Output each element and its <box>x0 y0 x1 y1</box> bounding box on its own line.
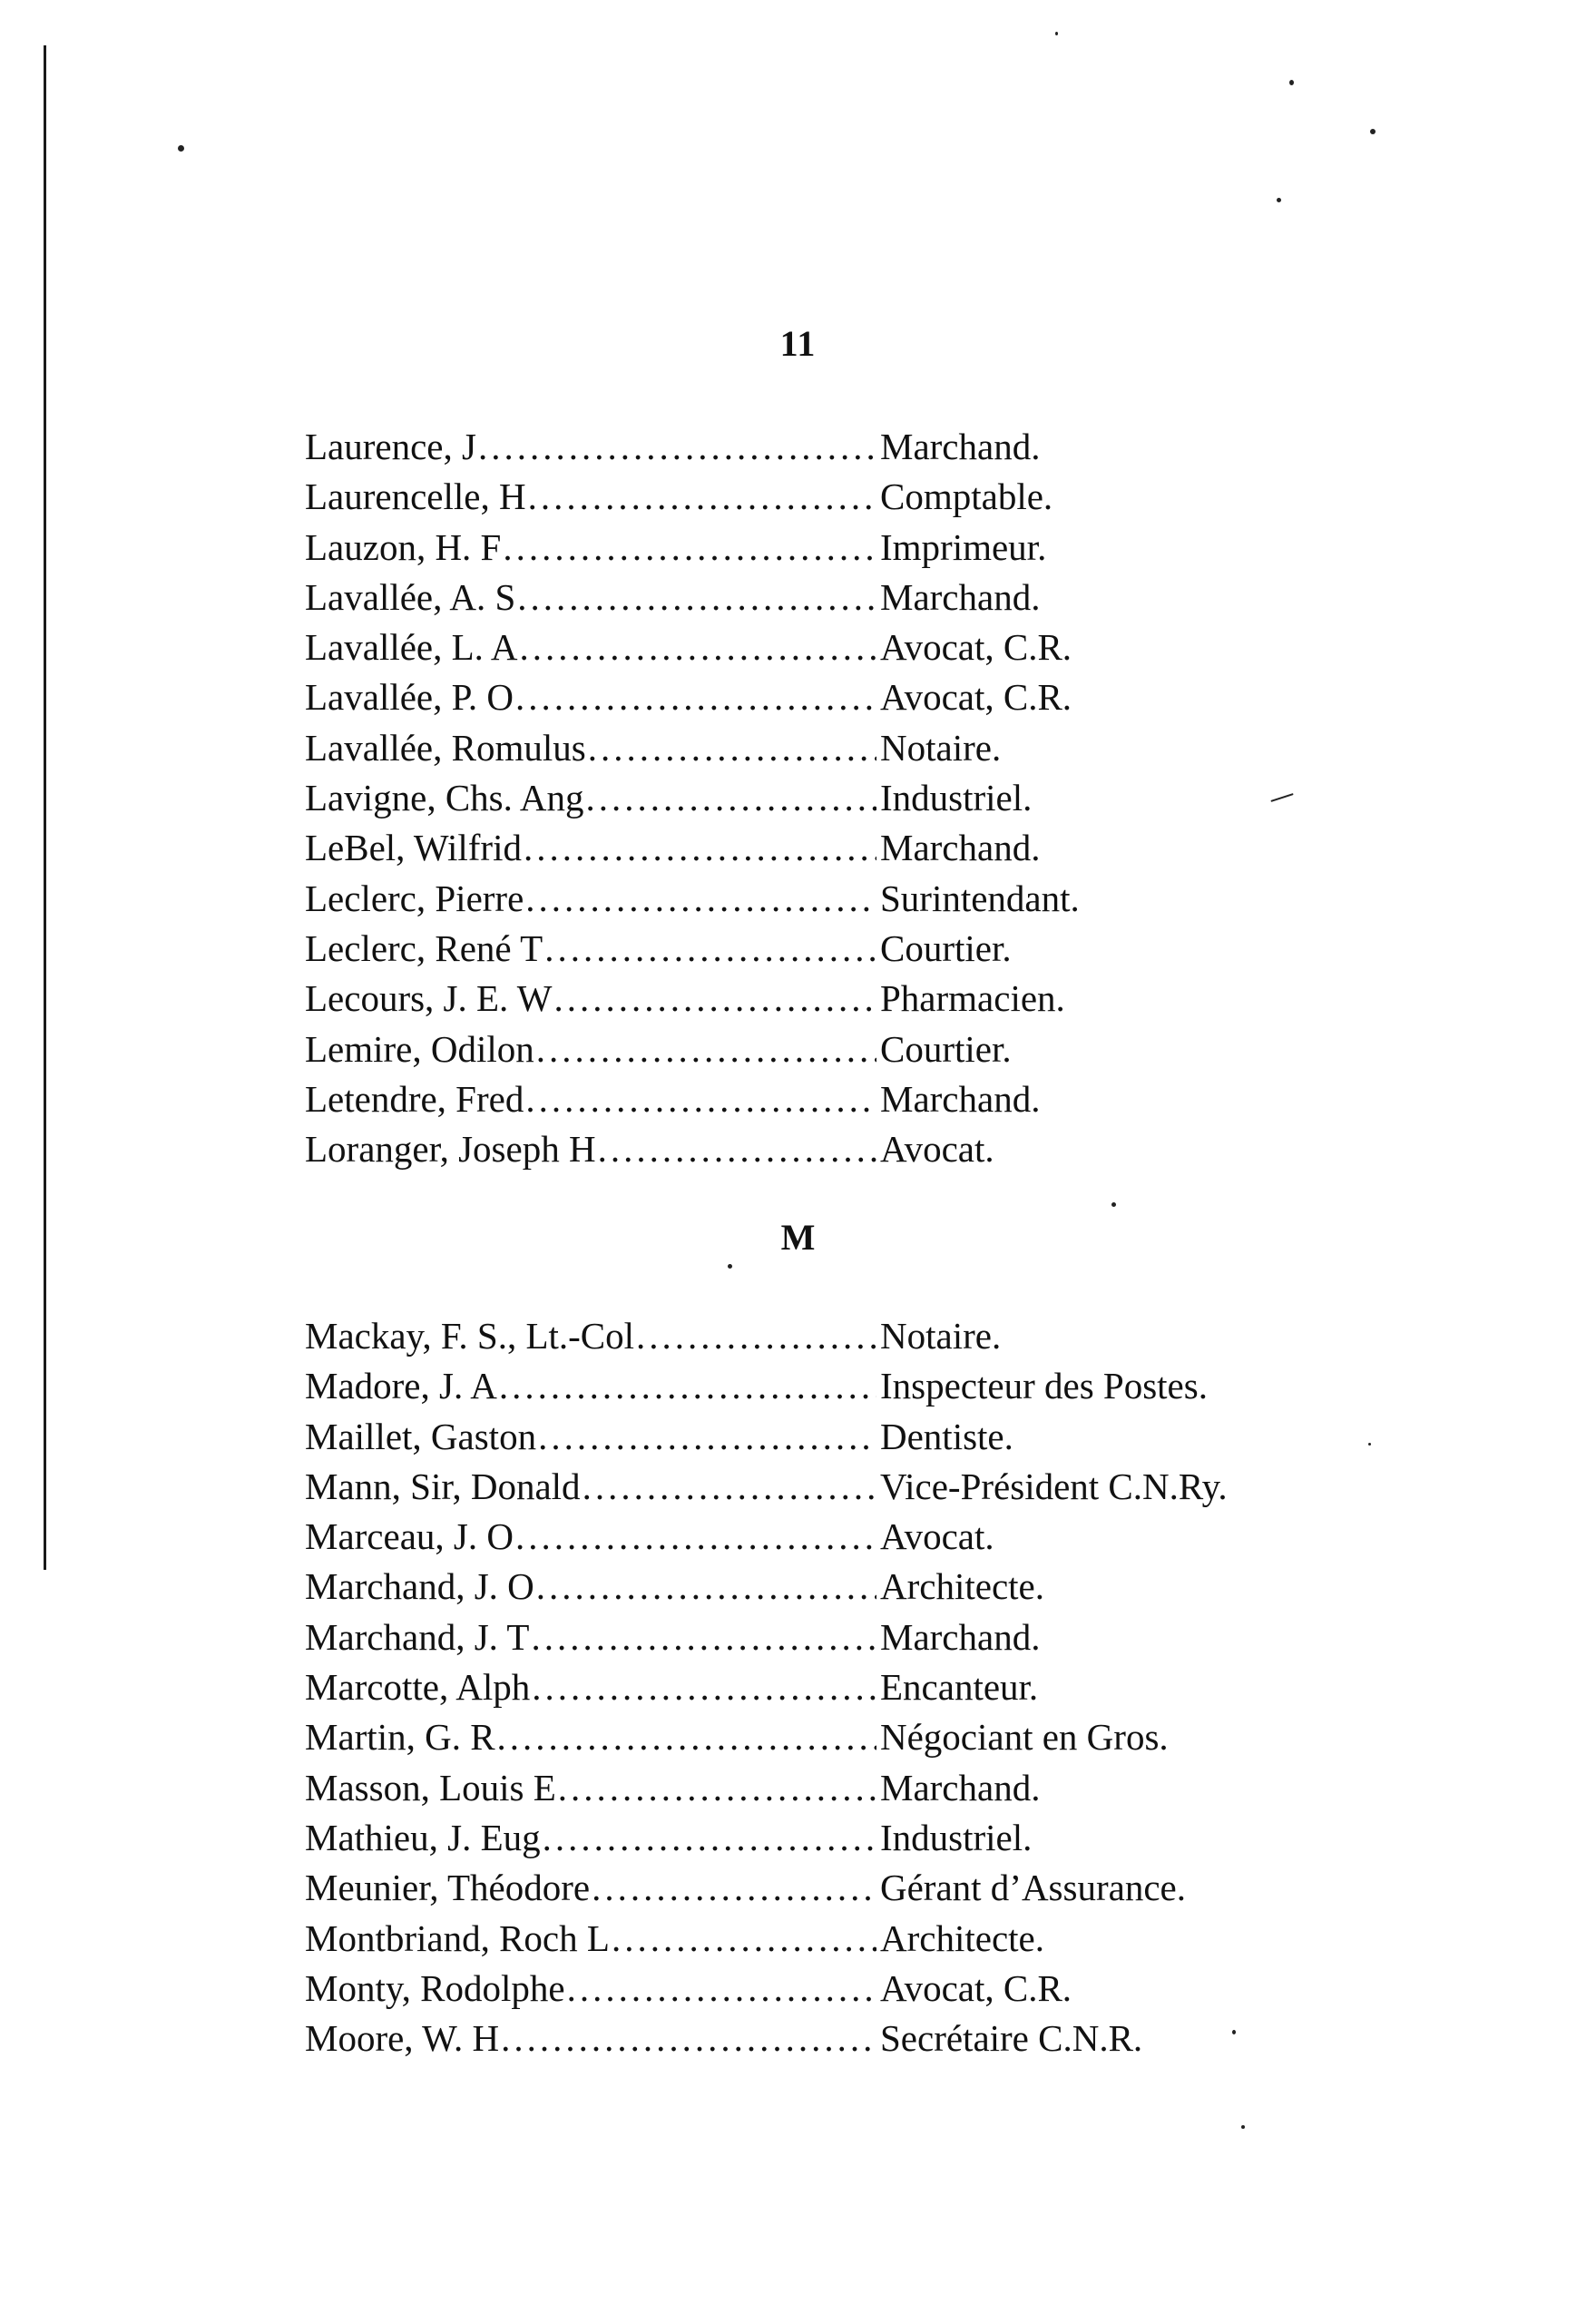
directory-entry <box>305 1564 1366 1614</box>
entry-name-cell <box>305 1465 876 1508</box>
dot-leader <box>585 776 876 819</box>
directory-entry <box>305 1966 1366 2016</box>
entry-name-cell <box>305 1665 876 1709</box>
entry-name: Mathieu, J. Eug <box>305 1816 541 1858</box>
dot-leader <box>544 926 876 970</box>
dot-leader <box>478 425 876 468</box>
entry-name-cell <box>305 625 876 669</box>
entry-occupation: Marchand. <box>880 1615 1041 1658</box>
entry-name-cell <box>305 877 876 920</box>
directory-list-m <box>305 1314 1366 2066</box>
directory-entry <box>305 726 1366 776</box>
entry-name: Leclerc, Pierre <box>305 877 524 919</box>
entry-name: Lavallée, A. S <box>305 575 516 618</box>
dot-leader <box>497 1715 876 1759</box>
dot-leader <box>536 1564 876 1608</box>
scan-speck <box>1277 198 1281 202</box>
entry-name: Masson, Louis E <box>305 1766 556 1808</box>
entry-occupation: Avocat, C.R. <box>880 676 1072 719</box>
entry-occupation: Imprimeur. <box>880 525 1047 568</box>
scan-speck <box>1368 1443 1371 1446</box>
directory-entry <box>305 675 1366 725</box>
entry-occupation: Surintendant. <box>880 877 1080 919</box>
entry-name: Laurence, J <box>305 426 476 467</box>
entry-occupation: Avocat. <box>880 1515 994 1558</box>
scan-speck <box>1241 2125 1245 2129</box>
entry-occupation: Courtier. <box>880 926 1012 969</box>
dot-leader <box>525 1077 876 1121</box>
entry-name: Montbriand, Roch L <box>305 1916 610 1959</box>
entry-name-cell <box>305 826 876 869</box>
entry-occupation: Architecte. <box>880 1565 1044 1608</box>
entry-name: Mann, Sir, Donald <box>305 1465 581 1507</box>
directory-entry <box>305 776 1366 826</box>
entry-name-cell <box>305 1415 876 1458</box>
directory-entry <box>305 1514 1366 1564</box>
entry-name: Leclerc, René T <box>305 926 543 969</box>
dot-leader <box>554 976 876 1020</box>
entry-name-cell <box>305 1564 876 1608</box>
directory-entry <box>305 1415 1366 1465</box>
entry-occupation: Encanteur. <box>880 1666 1039 1709</box>
entry-name-cell <box>305 1966 876 2010</box>
entry-occupation: Marchand. <box>880 1766 1041 1808</box>
dot-leader <box>520 625 876 669</box>
directory-entry <box>305 1866 1366 1916</box>
entry-name-cell <box>305 575 876 619</box>
scan-speck <box>178 145 184 152</box>
dot-leader <box>612 1916 876 1960</box>
directory-entry <box>305 976 1366 1026</box>
entry-name-cell <box>305 1077 876 1121</box>
entry-name-cell <box>305 726 876 769</box>
directory-entry <box>305 425 1366 475</box>
directory-entry <box>305 1766 1366 1816</box>
scan-speck <box>1111 1202 1116 1207</box>
scan-speck <box>1289 80 1294 85</box>
entry-name: Loranger, Joseph H <box>305 1128 596 1171</box>
directory-entry <box>305 1615 1366 1665</box>
entry-name-cell <box>305 976 876 1020</box>
entry-name-cell <box>305 425 876 468</box>
scan-speck <box>1370 129 1376 134</box>
entry-name: Marceau, J. O <box>305 1515 514 1558</box>
entry-name-cell <box>305 1127 876 1171</box>
entry-name-cell <box>305 1916 876 1960</box>
entry-name: Monty, Rodolphe <box>305 1966 565 2009</box>
entry-occupation: Avocat, C.R. <box>880 1966 1072 2009</box>
dot-leader <box>558 1766 876 1809</box>
entry-occupation: Avocat. <box>880 1128 994 1171</box>
entry-name: Marcotte, Alph <box>305 1666 531 1709</box>
directory-entry <box>305 877 1366 926</box>
entry-name-cell <box>305 675 876 719</box>
directory-entry <box>305 575 1366 625</box>
entry-name: Letendre, Fred <box>305 1077 524 1120</box>
directory-entry <box>305 1715 1366 1765</box>
margin-rule <box>44 45 46 1570</box>
entry-name: Martin, G. R <box>305 1716 495 1759</box>
directory-list-l <box>305 425 1366 1177</box>
directory-entry <box>305 926 1366 976</box>
directory-entry <box>305 1077 1366 1127</box>
scan-speck <box>1055 32 1058 35</box>
section-heading-m: M <box>780 1217 816 1258</box>
entry-name-cell <box>305 776 876 819</box>
dot-leader <box>499 1364 876 1407</box>
entry-name: Laurencelle, H <box>305 475 526 518</box>
entry-name-cell <box>305 1514 876 1558</box>
entry-occupation: Marchand. <box>880 1077 1041 1120</box>
entry-name-cell <box>305 1715 876 1759</box>
dot-leader <box>536 1027 876 1071</box>
entry-occupation: Industriel. <box>880 1816 1033 1858</box>
dot-leader <box>528 475 876 518</box>
directory-entry <box>305 2016 1366 2066</box>
entry-occupation: Marchand. <box>880 827 1041 869</box>
directory-entry <box>305 1816 1366 1866</box>
entry-name-cell <box>305 1027 876 1071</box>
dot-leader <box>538 1415 876 1458</box>
entry-occupation: Secrétaire C.N.R. <box>880 2017 1143 2060</box>
entry-occupation: Vice-Président C.N.Ry. <box>880 1465 1228 1507</box>
entry-name-cell <box>305 1314 876 1358</box>
dot-leader <box>583 1465 876 1508</box>
entry-name-cell <box>305 1364 876 1407</box>
directory-entry <box>305 1314 1366 1364</box>
directory-entry <box>305 1665 1366 1715</box>
entry-name: Lecours, J. E. W <box>305 977 553 1020</box>
dot-leader <box>588 726 876 769</box>
entry-occupation: Dentiste. <box>880 1415 1013 1457</box>
entry-name-cell <box>305 1866 876 1909</box>
dot-leader <box>532 1665 876 1709</box>
entry-occupation: Gérant d’Assurance. <box>880 1867 1186 1909</box>
entry-name: Lauzon, H. F <box>305 525 502 568</box>
dot-leader <box>636 1314 876 1358</box>
entry-name: Maillet, Gaston <box>305 1415 537 1457</box>
entry-name: Moore, W. H <box>305 2017 500 2060</box>
entry-name: Lavallée, L. A <box>305 626 518 669</box>
entry-occupation: Courtier. <box>880 1027 1012 1070</box>
entry-name: Meunier, Théodore <box>305 1867 591 1909</box>
entry-name: Lavallée, Romulus <box>305 726 586 769</box>
dot-leader <box>525 877 876 920</box>
dot-leader <box>543 1816 876 1859</box>
entry-name: Marchand, J. O <box>305 1565 534 1608</box>
directory-entry <box>305 625 1366 675</box>
entry-name: Mackay, F. S., Lt.-Col <box>305 1315 635 1357</box>
entry-name: Madore, J. A <box>305 1365 497 1407</box>
entry-name: LeBel, Wilfrid <box>305 827 522 869</box>
directory-entry <box>305 1916 1366 1966</box>
entry-occupation: Avocat, C.R. <box>880 626 1072 669</box>
dot-leader <box>592 1866 876 1909</box>
entry-occupation: Négociant en Gros. <box>880 1716 1169 1759</box>
entry-occupation: Pharmacien. <box>880 977 1065 1020</box>
entry-name: Marchand, J. T <box>305 1615 530 1658</box>
scan-speck <box>728 1264 732 1269</box>
dot-leader <box>503 525 876 569</box>
entry-name-cell <box>305 475 876 518</box>
dot-leader <box>515 675 876 719</box>
entry-name: Lavigne, Chs. Ang <box>305 777 584 819</box>
directory-entry <box>305 525 1366 575</box>
entry-name-cell <box>305 2016 876 2060</box>
directory-entry <box>305 1364 1366 1414</box>
entry-name-cell <box>305 926 876 970</box>
dot-leader <box>531 1615 876 1659</box>
entry-name-cell <box>305 525 876 569</box>
dot-leader <box>501 2016 876 2060</box>
entry-name: Lemire, Odilon <box>305 1027 534 1070</box>
dot-leader <box>517 575 876 619</box>
entry-occupation: Notaire. <box>880 726 1002 769</box>
entry-occupation: Industriel. <box>880 777 1033 819</box>
directory-entry <box>305 1127 1366 1177</box>
entry-name-cell <box>305 1615 876 1659</box>
entry-name: Lavallée, P. O <box>305 676 514 719</box>
dot-leader <box>598 1127 876 1171</box>
directory-entry <box>305 475 1366 524</box>
page-number: 11 <box>779 323 817 364</box>
entry-name-cell <box>305 1816 876 1859</box>
dot-leader <box>515 1514 876 1558</box>
directory-entry <box>305 1465 1366 1514</box>
entry-occupation: Marchand. <box>880 426 1041 467</box>
entry-occupation: Marchand. <box>880 575 1041 618</box>
dot-leader <box>567 1966 876 2010</box>
entry-occupation: Inspecteur des Postes. <box>880 1365 1208 1407</box>
directory-entry <box>305 1027 1366 1077</box>
entry-occupation: Architecte. <box>880 1916 1044 1959</box>
dot-leader <box>524 826 876 869</box>
entry-occupation: Notaire. <box>880 1315 1002 1357</box>
entry-name-cell <box>305 1766 876 1809</box>
entry-occupation: Comptable. <box>880 475 1053 518</box>
directory-entry <box>305 826 1366 876</box>
